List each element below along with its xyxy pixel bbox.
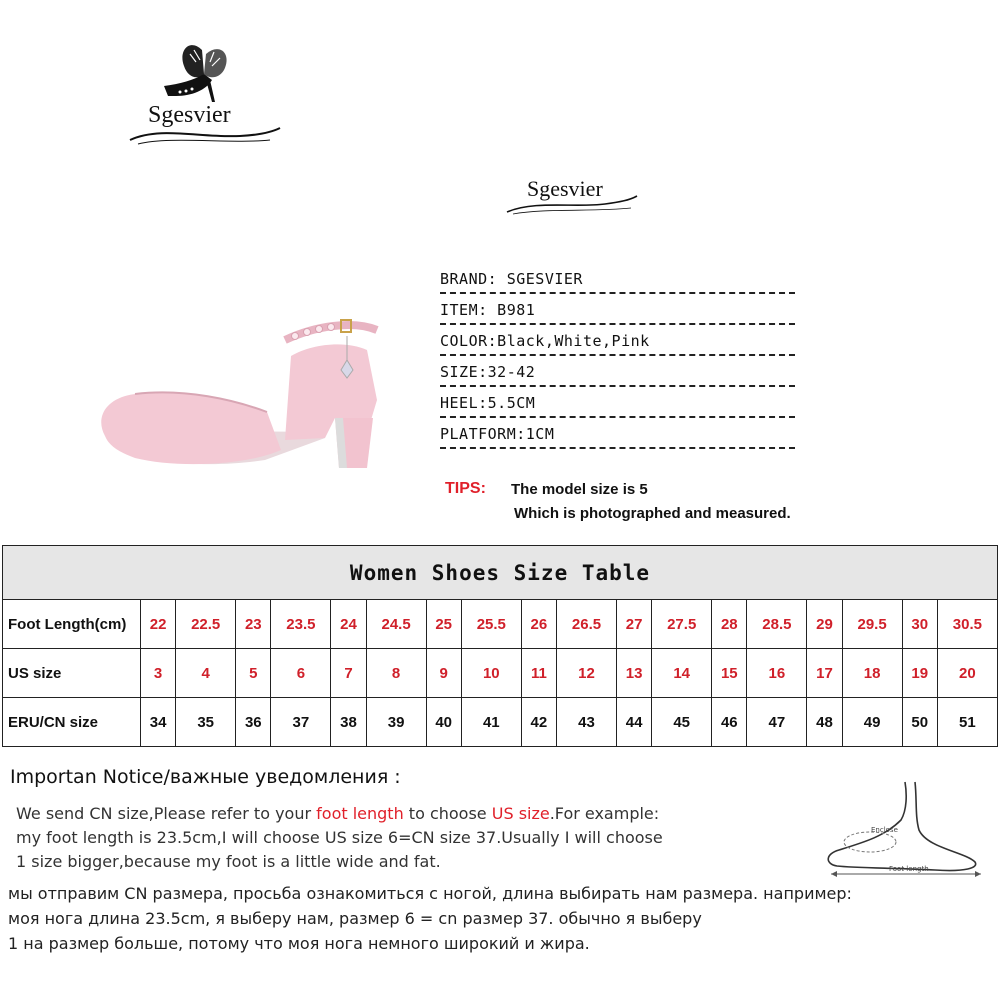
high-heel-butterfly-logo-icon	[120, 40, 290, 160]
table-cell: 44	[617, 698, 652, 747]
foot-outline-icon	[815, 770, 1000, 880]
table-cell: 28	[712, 600, 747, 649]
row-header: Foot Length(cm)	[3, 600, 141, 649]
table-cell: 6	[271, 649, 331, 698]
table-cell: 13	[617, 649, 652, 698]
foot-measure-diagram	[815, 770, 1000, 880]
table-cell: 30	[902, 600, 937, 649]
table-cell: 45	[652, 698, 712, 747]
spec-brand: BRAND: SGESVIER	[440, 268, 795, 294]
table-cell: 9	[426, 649, 461, 698]
spec-size: SIZE:32-42	[440, 361, 795, 387]
size-table	[2, 545, 998, 747]
notice-text: to choose	[403, 804, 492, 823]
table-cell: 38	[331, 698, 366, 747]
foot-length-label: Foot length	[889, 865, 929, 873]
table-cell: 40	[426, 698, 461, 747]
table-cell: 50	[902, 698, 937, 747]
table-cell: 39	[366, 698, 426, 747]
spec-heel: HEEL:5.5CM	[440, 392, 795, 418]
table-cell: 51	[937, 698, 997, 747]
row-header: US size	[3, 649, 141, 698]
table-cell: 12	[556, 649, 616, 698]
table-cell: 18	[842, 649, 902, 698]
table-cell: 29	[807, 600, 842, 649]
row-header: ERU/CN size	[3, 698, 141, 747]
notice-ru-line-2: моя нога длина 23.5cm, я выберу нам, размер 6 = cn размер 37. обычно я выберу	[8, 909, 702, 928]
brand-logo	[120, 40, 290, 160]
swash-underline-icon	[505, 170, 645, 220]
table-cell: 4	[176, 649, 236, 698]
table-cell: 23.5	[271, 600, 331, 649]
notice-en-line-1	[16, 804, 659, 823]
table-cell: 10	[461, 649, 521, 698]
table-cell: 26.5	[556, 600, 616, 649]
table-cell: 20	[937, 649, 997, 698]
table-cell: 28.5	[747, 600, 807, 649]
table-cell: 16	[747, 649, 807, 698]
brand-wordmark-small: Sgesvier	[527, 176, 603, 201]
table-cell: 48	[807, 698, 842, 747]
table-cell: 46	[712, 698, 747, 747]
table-cell: 24	[331, 600, 366, 649]
table-cell: 27.5	[652, 600, 712, 649]
table-cell: 49	[842, 698, 902, 747]
table-row-foot-length	[3, 600, 998, 649]
table-cell: 27	[617, 600, 652, 649]
table-cell: 30.5	[937, 600, 997, 649]
table-cell: 24.5	[366, 600, 426, 649]
tips-label: TIPS:	[445, 480, 486, 497]
table-cell: 8	[366, 649, 426, 698]
brand-logo-small	[505, 170, 645, 220]
product-shoe-image	[95, 290, 405, 490]
table-row-us-size	[3, 649, 998, 698]
table-cell: 43	[556, 698, 616, 747]
table-cell: 5	[236, 649, 271, 698]
notice-text: We send CN size,Please refer to your	[16, 804, 317, 823]
table-cell: 22	[141, 600, 176, 649]
table-cell: 35	[176, 698, 236, 747]
table-cell: 3	[141, 649, 176, 698]
spec-color: COLOR:Black,White,Pink	[440, 330, 795, 356]
notice-en-line-3: 1 size bigger,because my foot is a little wide and fat.	[16, 852, 441, 871]
notice-ru-line-1: мы отправим CN размера, просьба ознакомиться с ногой, длина выбирать нам размера. например:	[8, 884, 852, 903]
table-cell: 26	[521, 600, 556, 649]
notice-text: .For example:	[549, 804, 660, 823]
table-cell: 37	[271, 698, 331, 747]
table-cell: 22.5	[176, 600, 236, 649]
table-cell: 47	[747, 698, 807, 747]
table-cell: 19	[902, 649, 937, 698]
size-table-title: Women Shoes Size Table	[3, 546, 998, 600]
table-cell: 15	[712, 649, 747, 698]
highlight-foot-length: foot length	[316, 804, 404, 823]
table-cell: 25	[426, 600, 461, 649]
table-cell: 14	[652, 649, 712, 698]
spec-item: ITEM: B981	[440, 299, 795, 325]
table-cell: 11	[521, 649, 556, 698]
enclose-label: Enclose	[871, 826, 898, 834]
tips-text-2: Which is photographed and measured.	[514, 505, 791, 522]
spec-platform: PLATFORM:1CM	[440, 423, 795, 449]
tips-text-1: The model size is 5	[511, 481, 648, 498]
table-cell: 29.5	[842, 600, 902, 649]
highlight-us-size: US size	[491, 804, 550, 823]
table-cell: 7	[331, 649, 366, 698]
table-cell: 36	[236, 698, 271, 747]
table-cell: 17	[807, 649, 842, 698]
notice-ru-line-3: 1 на размер больше, потому что моя нога немного широкий и жира.	[8, 934, 590, 953]
table-cell: 34	[141, 698, 176, 747]
table-cell: 41	[461, 698, 521, 747]
brand-wordmark: Sgesvier	[148, 102, 231, 128]
table-cell: 23	[236, 600, 271, 649]
table-cell: 42	[521, 698, 556, 747]
table-row-eru-cn-size	[3, 698, 998, 747]
notice-title: Importan Notice/важные уведомления :	[10, 766, 401, 788]
table-cell: 25.5	[461, 600, 521, 649]
notice-en-line-2: my foot length is 23.5cm,I will choose US size 6=CN size 37.Usually I will choose	[16, 828, 663, 847]
